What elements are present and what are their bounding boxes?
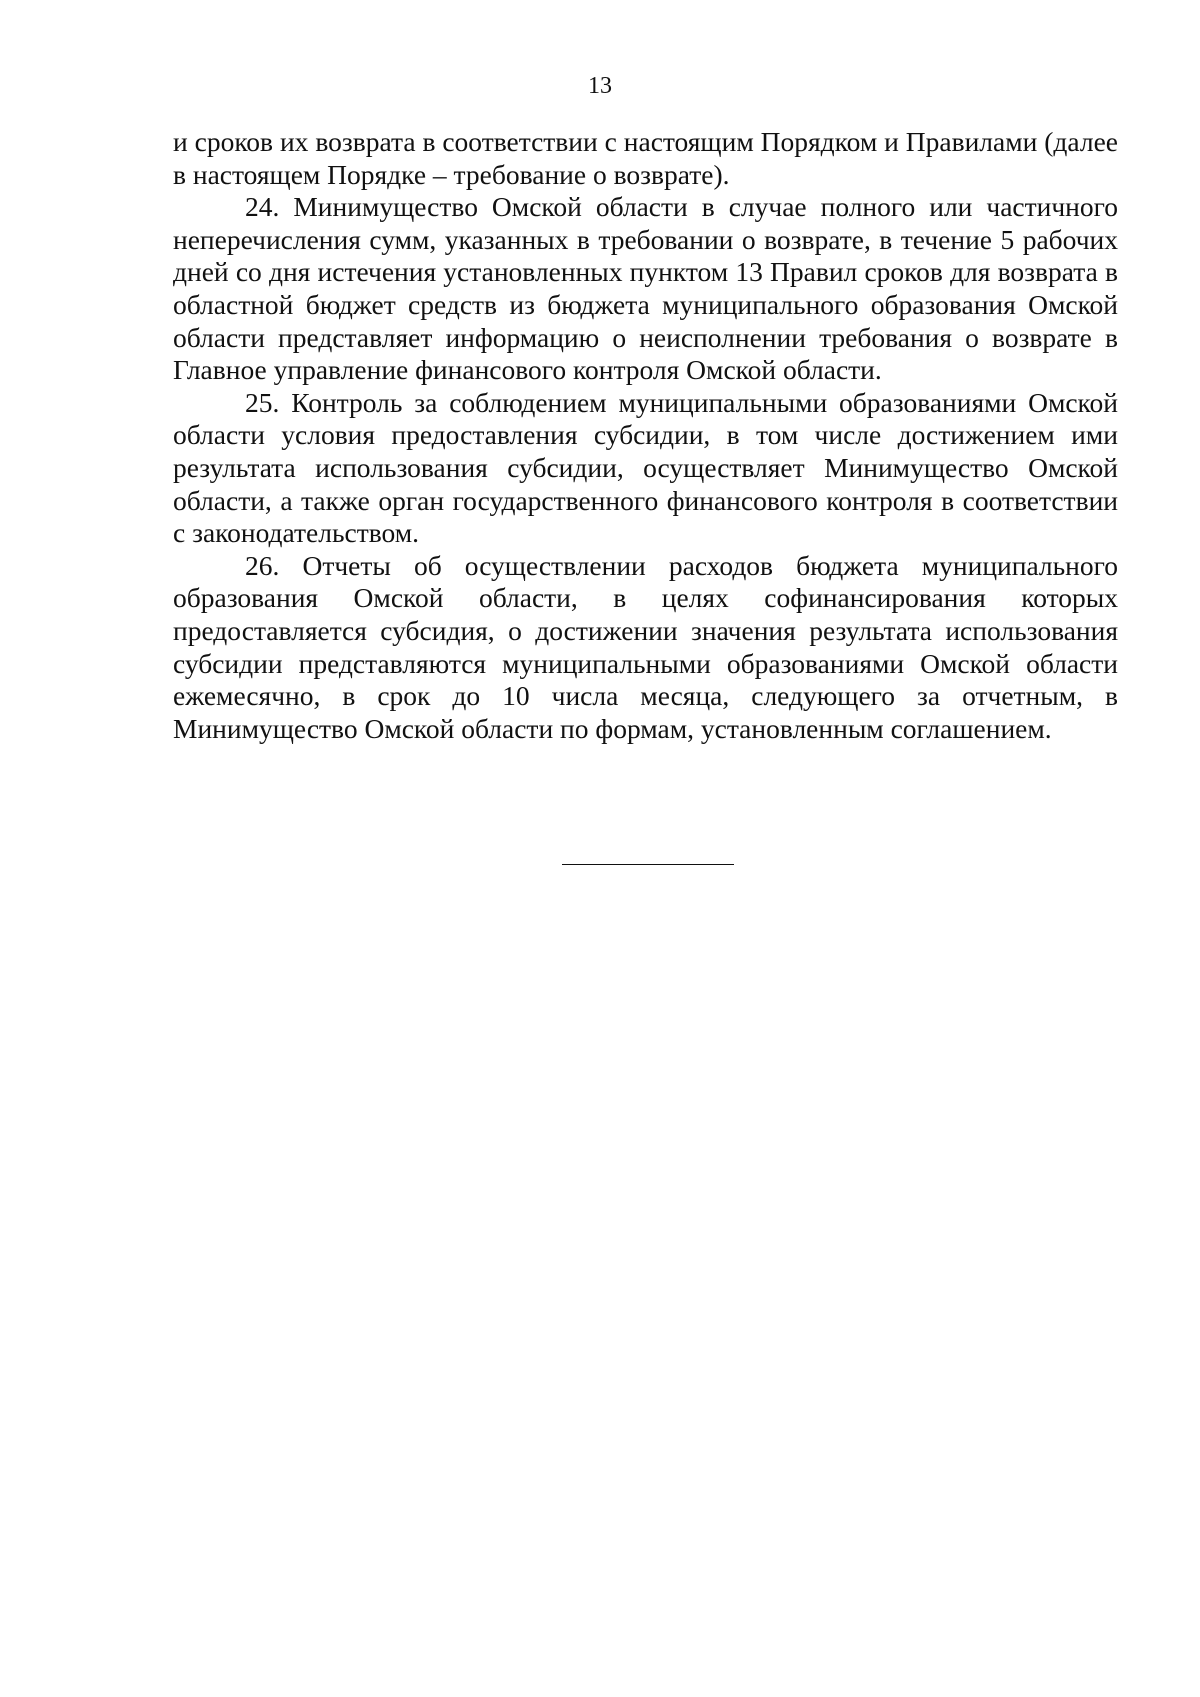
document-body <box>173 126 1118 745</box>
paragraph-25: 25. Контроль за соблюдением муниципальными образованиями Омской области условия предоставления субсидии, в том числе достижением ими результата использования субсидии, осуществляет Минимущество Омской области, а также орган государственного финансового контроля в соответствии с законодательством. <box>173 386 1118 549</box>
paragraph-26: 26. Отчеты об осуществлении расходов бюджета муниципального образования Омской области, в целях софинансирования которых предоставляется субсидия, о достижении значения результата использования субсидии представляются муниципальными образованиями Омской области ежемесячно, в срок до 10 числа месяца, следующего за отчетным, в Минимущество Омской области по формам, установленным соглашением. <box>173 549 1118 744</box>
page-number: 13 <box>588 73 612 99</box>
paragraph-continuation: и сроков их возврата в соответствии с настоящим Порядком и Правилами (далее в настоящем Порядке – требование о возврате). <box>173 126 1118 190</box>
end-of-document-rule <box>562 864 734 865</box>
paragraph-24: 24. Минимущество Омской области в случае полного или частичного неперечисления сумм, указанных в требовании о возврате, в течение 5 рабочих дней со дня истечения установленных пунктом 13 Правил сроков для возврата в областной бюджет средств из бюджета муниципального образования Омской области представляет информацию о неисполнении требования о возврате в Главное управление финансового контроля Омской области. <box>173 191 1118 386</box>
